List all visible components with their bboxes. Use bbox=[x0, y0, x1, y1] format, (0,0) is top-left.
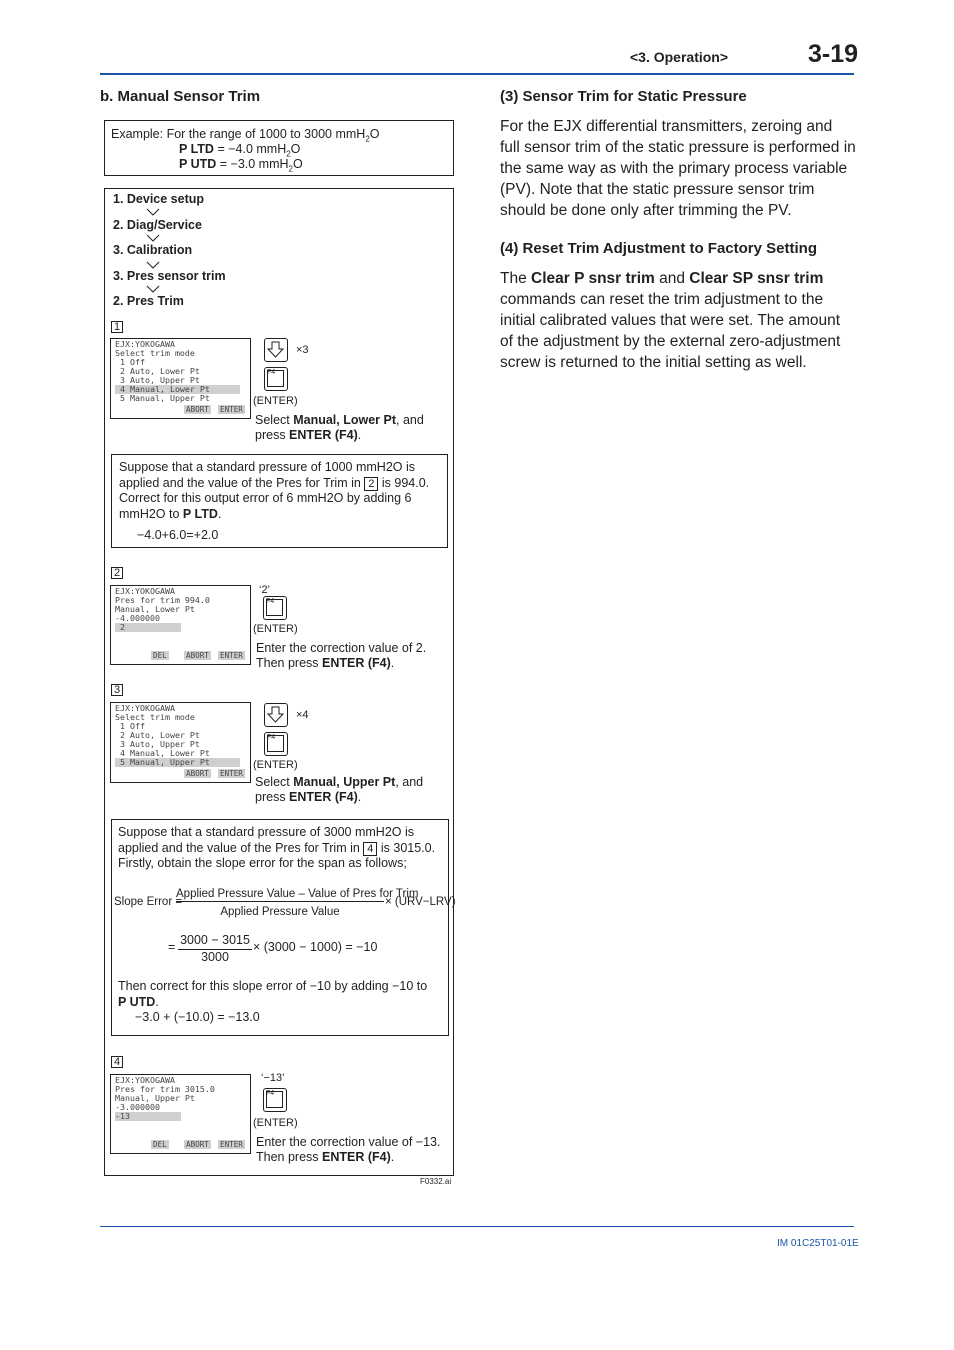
softkey-abort[interactable]: ABORT bbox=[186, 651, 209, 660]
lcd-line: EJX:YOKOGAWA bbox=[115, 586, 175, 596]
lcd-line: 2 Auto, Lower Pt bbox=[115, 366, 200, 376]
press-count: ×4 bbox=[296, 709, 309, 721]
lcd-line-selected: 5 Manual, Upper Pt bbox=[115, 758, 240, 767]
softkey-abort[interactable]: ABORT bbox=[186, 405, 209, 414]
lcd-line: 1 Off bbox=[115, 357, 145, 367]
slope-denominator: Applied Pressure Value bbox=[220, 906, 340, 918]
lcd-screen-step-2 bbox=[110, 585, 251, 665]
menu-device-setup: 1. Device setup bbox=[113, 192, 205, 206]
softkey-del[interactable]: DEL bbox=[153, 1140, 167, 1149]
enter-label: (ENTER) bbox=[253, 1117, 298, 1129]
f4-key[interactable] bbox=[263, 1088, 287, 1112]
page-number: 3-19 bbox=[808, 40, 859, 68]
step-1-label: 1 bbox=[111, 321, 123, 333]
enter-label: (ENTER) bbox=[253, 759, 298, 771]
softkey-enter[interactable]: ENTER bbox=[220, 1140, 243, 1149]
example-line-3: P UTD = −3.0 mmH$_2$O bbox=[179, 157, 303, 174]
lcd-line: Pres for trim 994.0 bbox=[115, 595, 210, 605]
lcd-input-field[interactable]: 2 bbox=[115, 623, 181, 632]
document-id: IM 01C25T01-01E bbox=[777, 1238, 859, 1249]
note-text: Suppose that a standard pressure of 1000 mmH2O is applied and the value of the Pres for Trim in 2 is 994.0. Correct for this output error of 6 mmH2O by adding 6 mmH2O to P LTD. bbox=[119, 460, 430, 521]
lcd-line: Manual, Lower Pt bbox=[115, 604, 195, 614]
f4-key[interactable] bbox=[264, 367, 288, 391]
lcd-line: 2 Auto, Lower Pt bbox=[115, 730, 200, 740]
lcd-line: Select trim mode bbox=[115, 712, 195, 722]
fraction-multiplier: × (3000 − 1000) = −10 bbox=[253, 940, 378, 954]
menu-pres-sensor-trim: 3. Pres sensor trim bbox=[113, 269, 226, 283]
down-arrow-icon bbox=[265, 704, 286, 725]
note-box-upper-trim bbox=[111, 819, 456, 1036]
lcd-line: 3 Auto, Upper Pt bbox=[115, 739, 200, 749]
softkey-enter[interactable]: ENTER bbox=[220, 769, 243, 778]
softkey-enter[interactable]: ENTER bbox=[220, 405, 243, 414]
chevron-down-icon bbox=[146, 208, 160, 216]
step-ref-2: 2 bbox=[364, 477, 378, 491]
lcd-line: Pres for trim 3015.0 bbox=[115, 1084, 215, 1094]
f4-key-label: F4 bbox=[267, 734, 276, 741]
note-correction-text: Then correct for this slope error of −10 by adding −10 to P UTD. bbox=[118, 979, 428, 1009]
lcd-line: -3.000000 bbox=[115, 1102, 160, 1112]
static-pressure-heading: (3) Sensor Trim for Static Pressure bbox=[500, 88, 747, 105]
lcd-line: 5 Manual, Upper Pt bbox=[115, 393, 210, 403]
f4-key-label: F4 bbox=[266, 1090, 275, 1097]
lcd-screen-step-1 bbox=[110, 338, 251, 419]
step-2-instruction: Enter the correction value of 2. Then press ENTER (F4). bbox=[256, 641, 427, 670]
chevron-down-icon bbox=[146, 234, 160, 242]
chevron-down-icon bbox=[146, 285, 160, 293]
lcd-line: -4.000000 bbox=[115, 613, 160, 623]
lcd-input-field[interactable]: -13 bbox=[115, 1112, 181, 1121]
menu-pres-trim: 2. Pres Trim bbox=[113, 294, 184, 308]
enter-label: (ENTER) bbox=[253, 623, 298, 635]
lcd-line: EJX:YOKOGAWA bbox=[115, 339, 175, 349]
lcd-line: EJX:YOKOGAWA bbox=[115, 703, 175, 713]
manual-sensor-trim-heading: b. Manual Sensor Trim bbox=[100, 88, 261, 105]
f4-key-label: F4 bbox=[267, 369, 276, 376]
slope-numerator: Applied Pressure Value – Value of Pres for Trim bbox=[176, 888, 419, 900]
step-3-instruction: Select Manual, Upper Pt, and press ENTER (F4). bbox=[255, 775, 424, 804]
enter-label: (ENTER) bbox=[253, 395, 298, 407]
lcd-line: 1 Off bbox=[115, 721, 145, 731]
section-header: <3. Operation> bbox=[630, 49, 729, 65]
equals-sign: = bbox=[168, 940, 176, 954]
example-line-1: Example: For the range of 1000 to 3000 mmH$_2$O bbox=[111, 127, 380, 144]
step-1-instruction: Select Manual, Lower Pt, and press ENTER (F4). bbox=[255, 413, 424, 442]
lcd-line: Select trim mode bbox=[115, 348, 195, 358]
lcd-line: 4 Manual, Lower Pt bbox=[115, 748, 210, 758]
footer-rule bbox=[100, 1226, 854, 1227]
lcd-line: 3 Auto, Upper Pt bbox=[115, 375, 200, 385]
softkey-enter[interactable]: ENTER bbox=[220, 651, 243, 660]
step-2-label: 2 bbox=[111, 567, 123, 579]
reset-trim-paragraph: The Clear P snsr trim and Clear SP snsr trim commands can reset the trim adjustment to the initial calibrated values that were set. The amount of the adjustment by the external zero-adjustment screw is returned to the initial setting as well. bbox=[500, 270, 841, 371]
slope-error-label: Slope Error = bbox=[114, 896, 183, 908]
example-box bbox=[104, 120, 454, 176]
note-text: Suppose that a standard pressure of 3000 mmH2O is applied and the value of the Pres for Trim in 4 is 3015.0. Firstly, obtain the slope error for the span as follows; bbox=[118, 825, 436, 870]
lcd-screen-step-4 bbox=[110, 1074, 251, 1154]
fraction-numerator: 3000 − 3015 bbox=[178, 933, 252, 950]
lcd-line: EJX:YOKOGAWA bbox=[115, 1075, 175, 1085]
chevron-down-icon bbox=[146, 261, 160, 269]
menu-diag-service: 2. Diag/Service bbox=[113, 218, 202, 232]
down-arrow-key[interactable] bbox=[264, 703, 288, 727]
softkey-abort[interactable]: ABORT bbox=[186, 1140, 209, 1149]
reset-trim-heading: (4) Reset Trim Adjustment to Factory Setting bbox=[500, 240, 817, 257]
lcd-line-selected: 4 Manual, Lower Pt bbox=[115, 385, 240, 394]
header-rule bbox=[100, 73, 854, 75]
f4-key-label: F4 bbox=[266, 598, 275, 605]
press-count: ×3 bbox=[296, 344, 309, 356]
f4-key[interactable] bbox=[264, 732, 288, 756]
step-4-instruction: Enter the correction value of −13. Then press ENTER (F4). bbox=[256, 1135, 441, 1164]
softkey-abort[interactable]: ABORT bbox=[186, 769, 209, 778]
step-ref-4: 4 bbox=[363, 842, 377, 856]
figure-id: F0332.ai bbox=[420, 1177, 452, 1186]
step-4-label: 4 bbox=[111, 1056, 123, 1068]
slope-multiplier: × (URV−LRV) bbox=[385, 896, 456, 908]
note-calculation: −4.0+6.0=+2.0 bbox=[137, 528, 219, 542]
input-value: ‘−13’ bbox=[261, 1072, 285, 1084]
step-3-label: 3 bbox=[111, 684, 123, 696]
f4-key[interactable] bbox=[263, 596, 287, 620]
lcd-line: Manual, Upper Pt bbox=[115, 1093, 195, 1103]
down-arrow-icon bbox=[265, 339, 286, 360]
fraction-denominator: 3000 bbox=[201, 950, 229, 964]
softkey-del[interactable]: DEL bbox=[153, 651, 167, 660]
down-arrow-key[interactable] bbox=[264, 338, 288, 362]
input-value: ‘2’ bbox=[259, 584, 271, 596]
note-box-lower-trim bbox=[111, 454, 448, 548]
static-pressure-paragraph: For the EJX differential transmitters, zeroing and full sensor trim of the static pressure is performed in the same way as with the primary process variable (PV). Note that the static pressure sensor trim should be done only after trimming the PV. bbox=[500, 118, 856, 219]
example-line-2: P LTD = −4.0 mmH$_2$O bbox=[179, 142, 301, 159]
lcd-screen-step-3 bbox=[110, 702, 251, 783]
note-calculation: −3.0 + (−10.0) = −13.0 bbox=[135, 1010, 260, 1024]
menu-calibration: 3. Calibration bbox=[113, 243, 193, 257]
